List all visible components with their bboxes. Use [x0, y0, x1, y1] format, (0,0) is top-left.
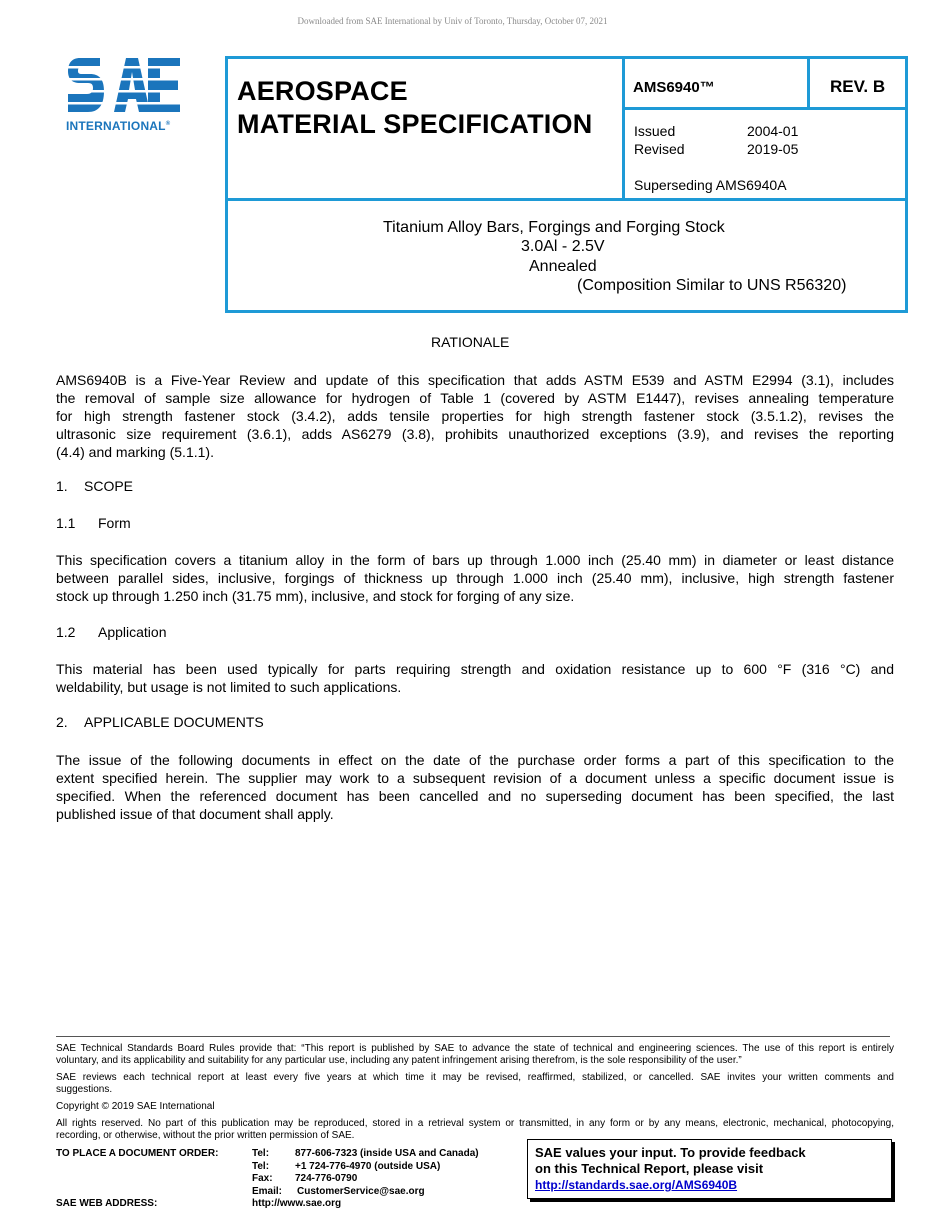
subject-line-4: (Composition Similar to UNS R56320) [577, 277, 847, 294]
email-link[interactable]: CustomerService@sae.org [297, 1186, 425, 1197]
issued-label: Issued [634, 123, 676, 139]
title-line-1: AEROSPACE [237, 76, 408, 106]
section-1-2-number: 1.2 [56, 624, 76, 640]
email-label: Email: [252, 1186, 283, 1197]
section-1-1-number: 1.1 [56, 515, 76, 531]
application-paragraph: This material has been used typically for parts requiring strength and oxidation resistance up to 600 °F (316 °C) and weldability, but usage is not limited to such applications. [56, 661, 894, 695]
issued-date: 2004-01 [747, 123, 799, 139]
document-id: AMS6940™ [633, 79, 715, 96]
documents-paragraph: The issue of the following documents in effect on the date of the purchase order forms a part of this specification to the extent specified herein. The supplier may work to a subsequent revision of a document unless a specific document issue is specified. When the referenced document has been cancelled and no superseding document has been specified, the last published issue of that document shall apply. [56, 752, 894, 822]
rights-note: All rights reserved. No part of this publication may be reproduced, stored in a retrieval system or transmitted, in any form or by any means, electronic, mechanical, photocopying, recording, or otherwise, without the prior written permission of SAE. [56, 1118, 894, 1141]
logo-wordmark: INTERNATIONAL® [66, 119, 171, 133]
web-address-link[interactable]: http://www.sae.org [252, 1198, 342, 1209]
tel2-label: Tel: [252, 1161, 270, 1172]
superseding-note: Superseding AMS6940A [634, 177, 787, 193]
revision-label: REV. B [830, 77, 886, 96]
subject-line-1: Titanium Alloy Bars, Forgings and Forging Stock [383, 219, 725, 236]
title-line-2: MATERIAL SPECIFICATION [237, 109, 593, 139]
footer-divider [56, 1036, 890, 1037]
rationale-paragraph: AMS6940B is a Five-Year Review and update of this specification that adds ASTM E539 and ASTM E2994 (3.1), includes the removal of sample size allowance for hydrogen of Table 1 (covered by ASTM E1447), revises annealing temperature for high strength fastener stock (3.4.2), adds tensile properties for high strength fastener stock (3.5.1.2), revises the ultrasonic size requirement (3.6.1), adds AS6279 (3.8), prohibits unauthorized exceptions (3.9), and revises the reporting (4.4) and marking (5.1.1). [56, 372, 894, 460]
form-paragraph: This specification covers a titanium alloy in the form of bars up through 1.000 inch (25.40 mm) in diameter or least distance between parallel sides, inclusive, forgings of thickness up through 1.000 inch (25.40 mm), inclusive, high strength fastener stock up through 1.250 inch (31.75 mm), inclusive, and stock for forging of any size. [56, 552, 894, 604]
fax-number: 724-776-0790 [295, 1173, 358, 1184]
order-label: TO PLACE A DOCUMENT ORDER: [56, 1148, 219, 1159]
section-2-heading: APPLICABLE DOCUMENTS [84, 714, 264, 730]
section-1-1-heading: Form [98, 515, 131, 531]
review-note: SAE reviews each technical report at least every five years at which time it may be revised, reaffirmed, stabilized, or cancelled. SAE invites your written comments and suggestions. [56, 1072, 894, 1095]
section-1-number: 1. [56, 478, 68, 494]
web-address-label: SAE WEB ADDRESS: [56, 1198, 158, 1209]
tel-label: Tel: [252, 1148, 270, 1159]
section-2-number: 2. [56, 714, 68, 730]
tel-number[interactable]: 877-606-7323 (inside USA and Canada) [295, 1148, 479, 1159]
fax-label: Fax: [252, 1173, 273, 1184]
download-note: Downloaded from SAE International by Univ of Toronto, Thursday, October 07, 2021 [297, 16, 608, 26]
sae-logo-icon [66, 54, 182, 116]
feedback-line-2: on this Technical Report, please visit [535, 1161, 764, 1176]
subject-line-3: Annealed [529, 258, 597, 275]
rationale-heading: RATIONALE [431, 334, 510, 350]
board-rules-note: SAE Technical Standards Board Rules provide that: “This report is published by SAE to advance the state of technical and engineering sciences. The use of this report is entirely voluntary, and its applicability and suitability for any particular use, including any patent infringement arising therefrom, is the sole responsibility of the user.” [56, 1043, 894, 1066]
feedback-line-1: SAE values your input. To provide feedback [535, 1145, 806, 1160]
revised-date: 2019-05 [747, 141, 799, 157]
subject-line-2: 3.0Al - 2.5V [521, 238, 605, 255]
copyright-note: Copyright © 2019 SAE International [56, 1101, 215, 1112]
revised-label: Revised [634, 141, 685, 157]
section-1-heading: SCOPE [84, 478, 134, 494]
section-1-2-heading: Application [98, 624, 167, 640]
feedback-link[interactable]: http://standards.sae.org/AMS6940B [535, 1178, 738, 1192]
tel2-number[interactable]: +1 724-776-4970 (outside USA) [295, 1161, 441, 1172]
feedback-box [527, 1139, 892, 1199]
